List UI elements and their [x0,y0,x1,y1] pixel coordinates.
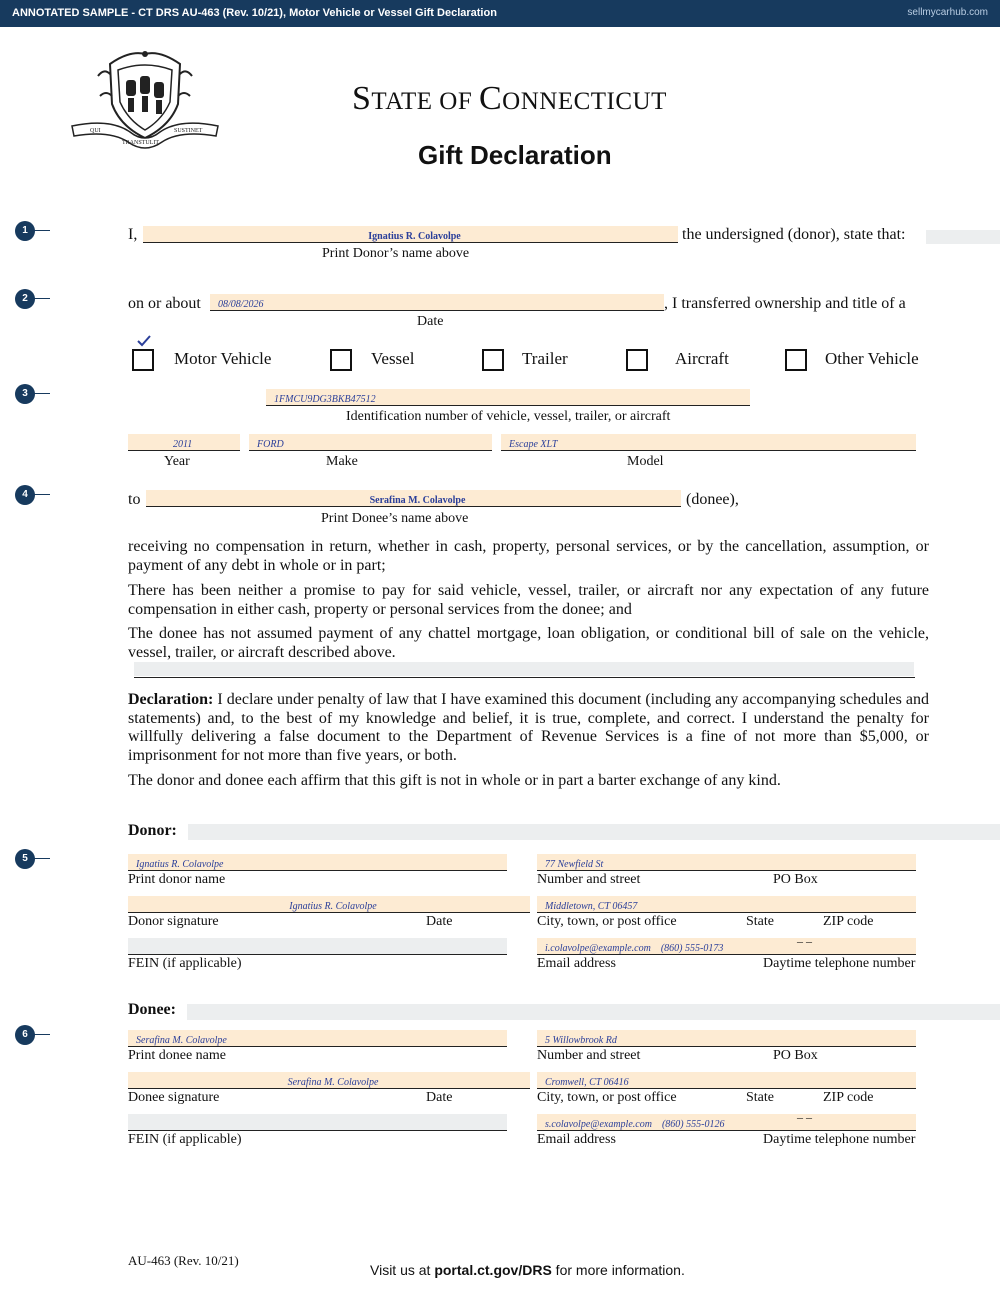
donee-phone-value: (860) 555-0126 [661,1119,725,1130]
donee-email-value: s.colavolpe@example.com [545,1119,652,1130]
donor-zip-caption: ZIP code [823,914,874,929]
vessel-label: Vessel [371,349,415,368]
donor-street-field[interactable] [537,854,916,871]
extra-field[interactable] [926,230,1000,244]
donee-phone-dashes: – – [797,1110,812,1124]
trailer-label: Trailer [522,349,568,368]
footer-visit [370,1262,685,1278]
donee-print-name-caption: Print donee name [128,1048,226,1063]
paragraph-barter: The donor and donee each affirm that this gift is not in whole or in part a barter exchange of any kind. [128,772,781,789]
donee-line-caption: Print Donee’s name above [321,511,469,526]
donor-email-value: i.colavolpe@example.com [545,943,651,954]
donee-city-caption: City, town, or post office [537,1090,677,1105]
step-marker-line [34,393,50,394]
svg-text:QUI: QUI [90,128,101,134]
state-title-rest-2: ONNECTICUT [502,88,667,115]
donee-name-field[interactable] [146,490,681,507]
vessel-checkbox[interactable] [330,349,352,371]
donee-phone-caption: Daytime telephone number [763,1132,916,1147]
state-title-initial: S [352,80,372,117]
step-marker: 4 [15,485,35,505]
model-caption: Model [627,454,664,469]
step-marker-line [34,858,50,859]
trailer-checkbox[interactable] [482,349,504,371]
divider [134,677,915,678]
motor-vehicle-label: Motor Vehicle [174,349,272,368]
date-line-suffix: , I transferred ownership and title of a [664,295,906,312]
state-title-rest: TATE OF [371,88,479,115]
svg-text:TRANSTULIT: TRANSTULIT [122,140,159,146]
model-field[interactable] [501,434,916,451]
state-title-initial-2: C [478,80,503,117]
donee-print-name-field[interactable] [128,1030,507,1047]
donor-city-value: Middletown, CT 06457 [545,901,638,912]
paragraph-mortgage: The donee has not assumed payment of any chattel mortgage, loan obligation, or conditional bill of sale on the vehicle, vessel, trailer, or aircraft described above. [128,625,929,661]
step-marker: 5 [15,849,35,869]
donor-city-field[interactable] [537,896,916,913]
donee-heading: Donee: [128,1001,176,1018]
donor-date-caption: Date [426,914,453,929]
other-vehicle-label: Other Vehicle [825,349,919,368]
model-value: Escape XLT [509,439,558,450]
donee-city-value: Cromwell, CT 06416 [545,1077,629,1088]
donee-signature-caption: Donee signature [128,1090,220,1105]
donee-fein-caption: FEIN (if applicable) [128,1132,242,1147]
donor-state-caption: State [746,914,774,929]
donor-print-name-value: Ignatius R. Colavolpe [136,859,224,870]
banner-title: ANNOTATED SAMPLE - CT DRS AU-463 (Rev. 10/21), Motor Vehicle or Vessel Gift Declaration [12,7,497,19]
donee-street-value: 5 Willowbrook Rd [545,1035,617,1046]
donor-heading: Donor: [128,822,177,839]
donor-line-suffix: the undersigned (donor), state that: [682,226,906,243]
donee-print-name-value: Serafina M. Colavolpe [136,1035,227,1046]
donor-city-caption: City, town, or post office [537,914,677,929]
form-id: AU-463 (Rev. 10/21) [128,1253,239,1268]
donee-contact-field[interactable] [537,1110,916,1131]
date-line-prefix: on or about [128,295,201,312]
donee-zip-caption: ZIP code [823,1090,874,1105]
donee-street-caption: Number and street [537,1048,641,1063]
footer-visit-suffix: for more information. [551,1262,685,1278]
donee-pobox-caption: PO Box [773,1048,818,1063]
donee-name-value: Serafina M. Colavolpe [369,495,466,506]
donor-street-value: 77 Newfield St [545,859,604,870]
donor-line-prefix: I, [128,226,138,243]
identification-caption: Identification number of vehicle, vessel, trailer, or aircraft [346,409,671,424]
aircraft-label: Aircraft [675,349,729,368]
donee-line-prefix: to [128,491,141,508]
step-marker: 1 [15,221,35,241]
other-vehicle-checkbox[interactable] [785,349,807,371]
form-title: Gift Declaration [418,140,612,170]
donor-signature-value: Ignatius R. Colavolpe [289,901,377,912]
extra-field[interactable] [134,662,914,676]
step-marker-line [34,1034,50,1035]
donor-signature-field[interactable] [128,896,530,913]
step-marker: 6 [15,1025,35,1045]
footer-link[interactable]: portal.ct.gov/DRS [434,1262,552,1278]
donor-phone-caption: Daytime telephone number [763,956,916,971]
donee-date-caption: Date [426,1090,453,1105]
banner-site[interactable]: sellmycarhub.com [907,7,988,18]
paragraph-compensation: receiving no compensation in return, whether in cash, property, personal services, or by the cancellation, assumption, or payment of any debt in whole or in part; [128,538,929,574]
donor-fein-field[interactable] [128,938,507,955]
donor-print-name-caption: Print donor name [128,872,226,887]
top-banner [0,0,1000,27]
state-seal-icon [70,46,220,166]
declaration-paragraph [128,691,929,765]
state-title [352,80,667,118]
step-marker-line [34,230,50,231]
identification-number-value: 1FMCU9DG3BKB47512 [274,394,376,405]
checkmark-icon [136,334,152,348]
paragraph-promise: There has been neither a promise to pay for said vehicle, vessel, trailer, or aircraft nor any expectation of any future compensation in either cash, property or personal services from the donee; and [128,582,929,618]
donee-street-field[interactable] [537,1030,916,1047]
step-marker: 2 [15,289,35,309]
make-value: FORD [257,439,284,450]
donor-signature-caption: Donor signature [128,914,219,929]
date-value: 08/08/2026 [218,299,264,310]
donor-email-caption: Email address [537,956,616,971]
donee-signature-value: Serafina M. Colavolpe [287,1077,379,1088]
donor-phone-value: (860) 555-0173 [660,943,724,954]
donor-name-value: Ignatius R. Colavolpe [368,231,461,242]
donor-street-caption: Number and street [537,872,641,887]
step-marker-line [34,298,50,299]
step-marker-line [34,494,50,495]
date-field[interactable] [210,294,664,311]
donee-city-field[interactable] [537,1072,916,1089]
make-field[interactable] [249,434,492,451]
footer-visit-prefix: Visit us at [370,1262,435,1278]
donor-line-caption: Print Donor’s name above [322,246,470,261]
identification-number-field[interactable] [266,389,750,406]
donee-state-caption: State [746,1090,774,1105]
motor-vehicle-checkbox[interactable] [132,349,154,371]
year-value: 2011 [173,439,193,450]
donee-email-caption: Email address [537,1132,616,1147]
donee-signature-field[interactable] [128,1072,530,1089]
donor-name-field[interactable] [143,226,678,243]
donor-fein-caption: FEIN (if applicable) [128,956,242,971]
donee-fein-field[interactable] [128,1114,507,1131]
svg-text:SUSTINET: SUSTINET [174,128,203,134]
donor-phone-dashes: – – [797,934,812,948]
declaration-body: I declare under penalty of law that I have examined this document (including any accompanying schedules and statements) and, to the best of my knowledge and belief, it is true, complete, and correct. I understand the penalty for willfully delivering a false document to the Department of Revenue Services is a fine of not more than $5,000, or imprisonment for not more than five years, or both. [128,691,929,764]
extra-field[interactable] [187,1004,1000,1020]
make-caption: Make [326,454,358,469]
date-line-caption: Date [417,314,444,329]
donor-print-name-field[interactable] [128,854,507,871]
donor-contact-field[interactable] [537,934,916,955]
year-caption: Year [164,454,190,469]
aircraft-checkbox[interactable] [626,349,648,371]
donor-pobox-caption: PO Box [773,872,818,887]
extra-field[interactable] [188,824,1000,840]
donee-line-suffix: (donee), [686,491,739,508]
year-field[interactable] [128,434,240,451]
declaration-heading: Declaration: [128,691,214,708]
step-marker: 3 [15,384,35,404]
